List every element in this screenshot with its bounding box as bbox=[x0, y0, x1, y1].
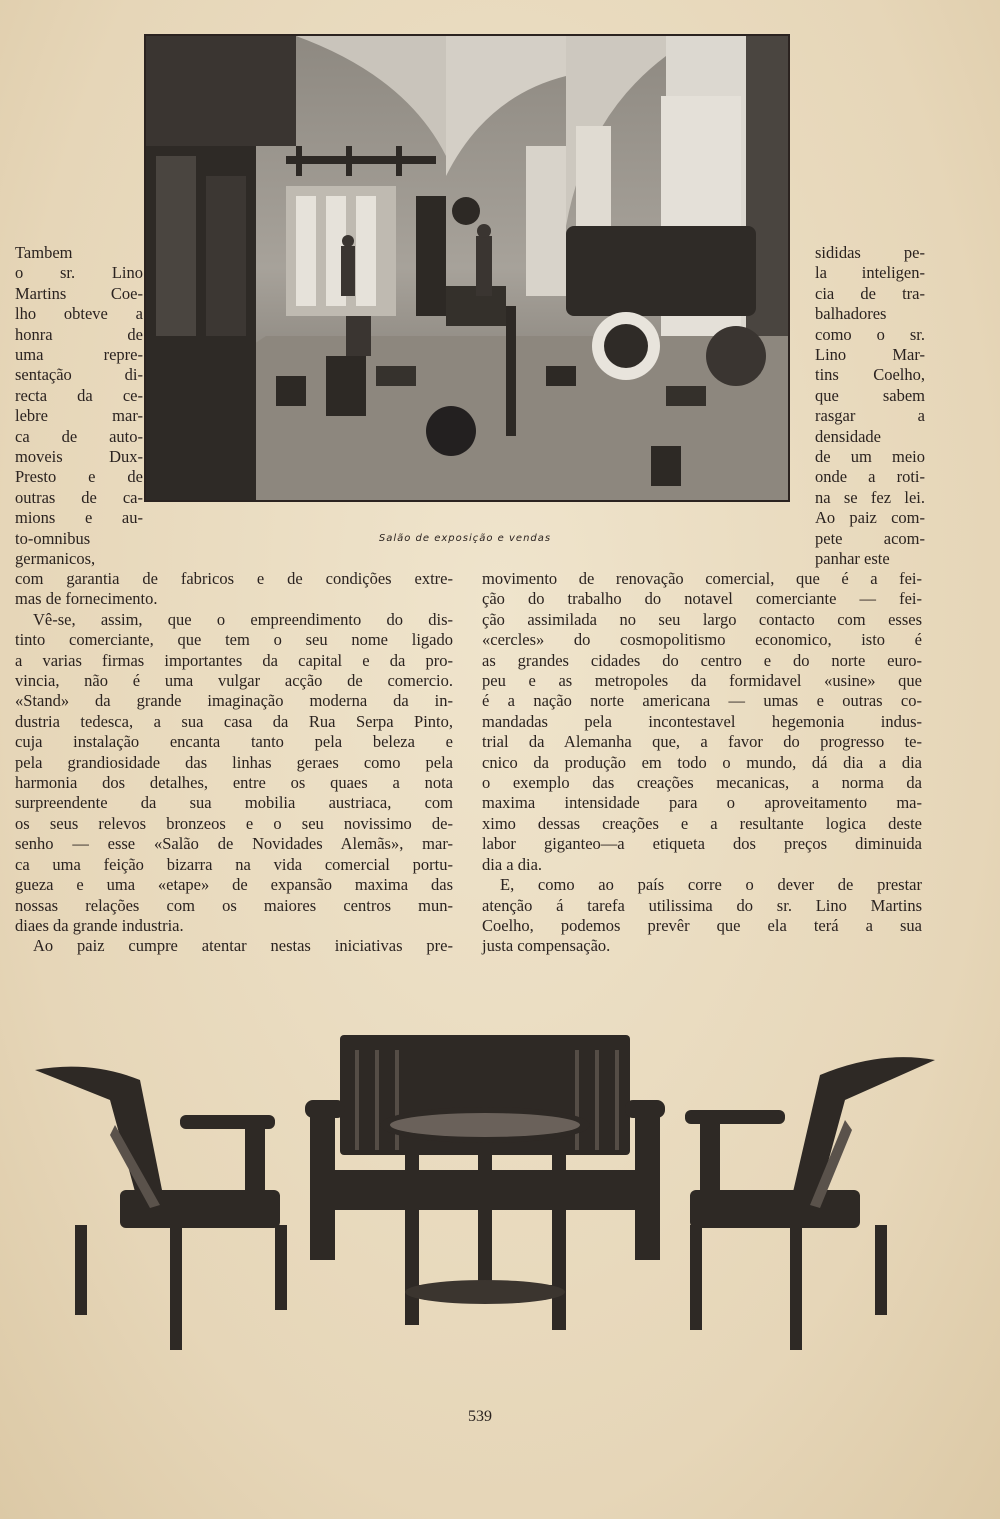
round-table bbox=[380, 1107, 590, 1330]
text-line: peu e as metropoles da formidavel «usine» que bbox=[482, 671, 922, 691]
text-line: o exemplo das creações mecanicas, a norma da bbox=[482, 773, 922, 793]
text-line: pete acom- bbox=[815, 528, 925, 548]
text-line: «Stand» da grande imaginação moderna da in- bbox=[15, 691, 453, 711]
text-line: dustria tedesca, a sua casa da Rua Serpa Pinto, bbox=[15, 711, 453, 731]
text-line: tinto comerciante, que tem o seu nome ligado bbox=[15, 630, 453, 650]
text-line: na se fez lei. bbox=[815, 487, 925, 507]
text-line: ção assimilada no seu largo contacto com esses bbox=[482, 609, 922, 629]
text-line: uma repre- bbox=[15, 345, 143, 365]
text-line: cuja instalação encanta tanto pela beleza e bbox=[15, 732, 453, 752]
text-line: é a nação norte americana — umas e outras co- bbox=[482, 691, 922, 711]
text-line: ção do trabalho do notavel comerciante — fei- bbox=[482, 589, 922, 609]
text-line: lho obteve a bbox=[15, 304, 143, 324]
text-line: ca uma feição bizarra na vida comercial portu- bbox=[15, 854, 453, 874]
text-line: cnico da produção em todo o mundo, dá dia a dia bbox=[482, 752, 922, 772]
text-line: mions e au- bbox=[15, 508, 143, 528]
text-line: Ao paiz com- bbox=[815, 508, 925, 528]
text-line: densidade bbox=[815, 426, 881, 446]
text-line: harmonia dos detalhes, entre os quaes a nota bbox=[15, 773, 453, 793]
text-line: Coelho, podemos prevêr que ela terá a sua bbox=[482, 915, 922, 935]
text-line: os seus relevos bronzeos e o seu novissimo de- bbox=[15, 813, 453, 833]
text-line: vincia, não é uma vulgar acção de comercio. bbox=[15, 671, 453, 691]
right-side-text bbox=[815, 243, 925, 570]
right-column bbox=[482, 569, 922, 957]
text-line: nossas relações com os maiores centros mun- bbox=[15, 895, 453, 915]
text-line: Ao paiz cumpre atentar nestas iniciativas pre- bbox=[33, 936, 453, 956]
text-line: labor giganteo—a etiqueta dos preços diminuida bbox=[482, 834, 922, 854]
text-line: balhadores bbox=[815, 304, 887, 324]
text-line: la inteligen- bbox=[815, 263, 925, 283]
text-line: «cercles» do cosmopolitismo economico, isto é bbox=[482, 630, 922, 650]
text-line: Vê-se, assim, que o empreendimento do dis- bbox=[33, 609, 453, 629]
text-line: o sr. Lino bbox=[15, 263, 143, 283]
left-column bbox=[15, 569, 453, 957]
text-line: atenção á tarefa utilissima do sr. Lino Martins bbox=[482, 895, 922, 915]
text-line: justa compensação. bbox=[482, 936, 611, 956]
text-line: moveis Dux- bbox=[15, 447, 143, 467]
text-line: gueza e uma «etape» de expansão maxima das bbox=[15, 875, 453, 895]
furniture-photo bbox=[30, 1030, 940, 1360]
text-line: tins Coelho, bbox=[815, 365, 925, 385]
text-line: dia a dia. bbox=[482, 854, 543, 874]
text-line: diaes da grande industria. bbox=[15, 915, 184, 935]
exhibition-hall-photo bbox=[144, 34, 790, 502]
text-line: que sabem bbox=[815, 385, 925, 405]
text-line: ximo dessas creações e a resultante logica deste bbox=[482, 813, 922, 833]
text-line: to-omnibus bbox=[15, 528, 91, 548]
right-armchair bbox=[685, 1057, 935, 1350]
text-line: sentação di- bbox=[15, 365, 143, 385]
text-line: mas de fornecimento. bbox=[15, 589, 158, 609]
text-line: Tambem bbox=[15, 243, 73, 262]
text-line: outras de ca- bbox=[15, 487, 143, 507]
text-line: panhar este bbox=[815, 549, 890, 569]
text-line: mandadas pela incontestavel hegemonia indus- bbox=[482, 711, 922, 731]
text-line: honra de bbox=[15, 324, 143, 344]
left-armchair bbox=[35, 1067, 287, 1350]
text-line: E, como ao país corre o dever de prestar bbox=[500, 875, 922, 895]
text-line: recta da ce- bbox=[15, 385, 143, 405]
text-line: senho — esse «Salão de Novidades Alemãs», mar- bbox=[15, 834, 453, 854]
text-line: como o sr. bbox=[815, 324, 925, 344]
text-line: surpreendente da sua mobilia austriaca, com bbox=[15, 793, 453, 813]
text-line: germanicos, bbox=[15, 549, 96, 569]
text-line: sididas pe- bbox=[815, 243, 925, 262]
photo-caption: Salão de exposição e vendas bbox=[378, 533, 552, 544]
text-line: trial da Alemanha que, a favor do progresso te- bbox=[482, 732, 922, 752]
text-line: rasgar a bbox=[815, 406, 925, 426]
text-line: onde a roti- bbox=[815, 467, 925, 487]
text-line: Martins Coe- bbox=[15, 283, 143, 303]
text-line: com garantia de fabricos e de condições extre- bbox=[15, 569, 453, 588]
text-line: lebre mar- bbox=[15, 406, 143, 426]
text-line: Lino Mar- bbox=[815, 345, 925, 365]
text-line: Presto e de bbox=[15, 467, 143, 487]
text-line: cia de tra- bbox=[815, 283, 925, 303]
page-number: 539 bbox=[468, 1408, 492, 1425]
text-line: ca de auto- bbox=[15, 426, 143, 446]
text-line: movimento de renovação comercial, que é a fei- bbox=[482, 569, 922, 588]
text-line: a varias firmas importantes da capital e da pro- bbox=[15, 650, 453, 670]
text-line: maxima intensidade para o aproveitamento ma- bbox=[482, 793, 922, 813]
text-line: de um meio bbox=[815, 447, 925, 467]
text-line: as grandes cidades do centro e do norte euro- bbox=[482, 650, 922, 670]
left-side-text bbox=[15, 243, 143, 570]
text-line: pela grandiosidade das linhas geraes como pela bbox=[15, 752, 453, 772]
